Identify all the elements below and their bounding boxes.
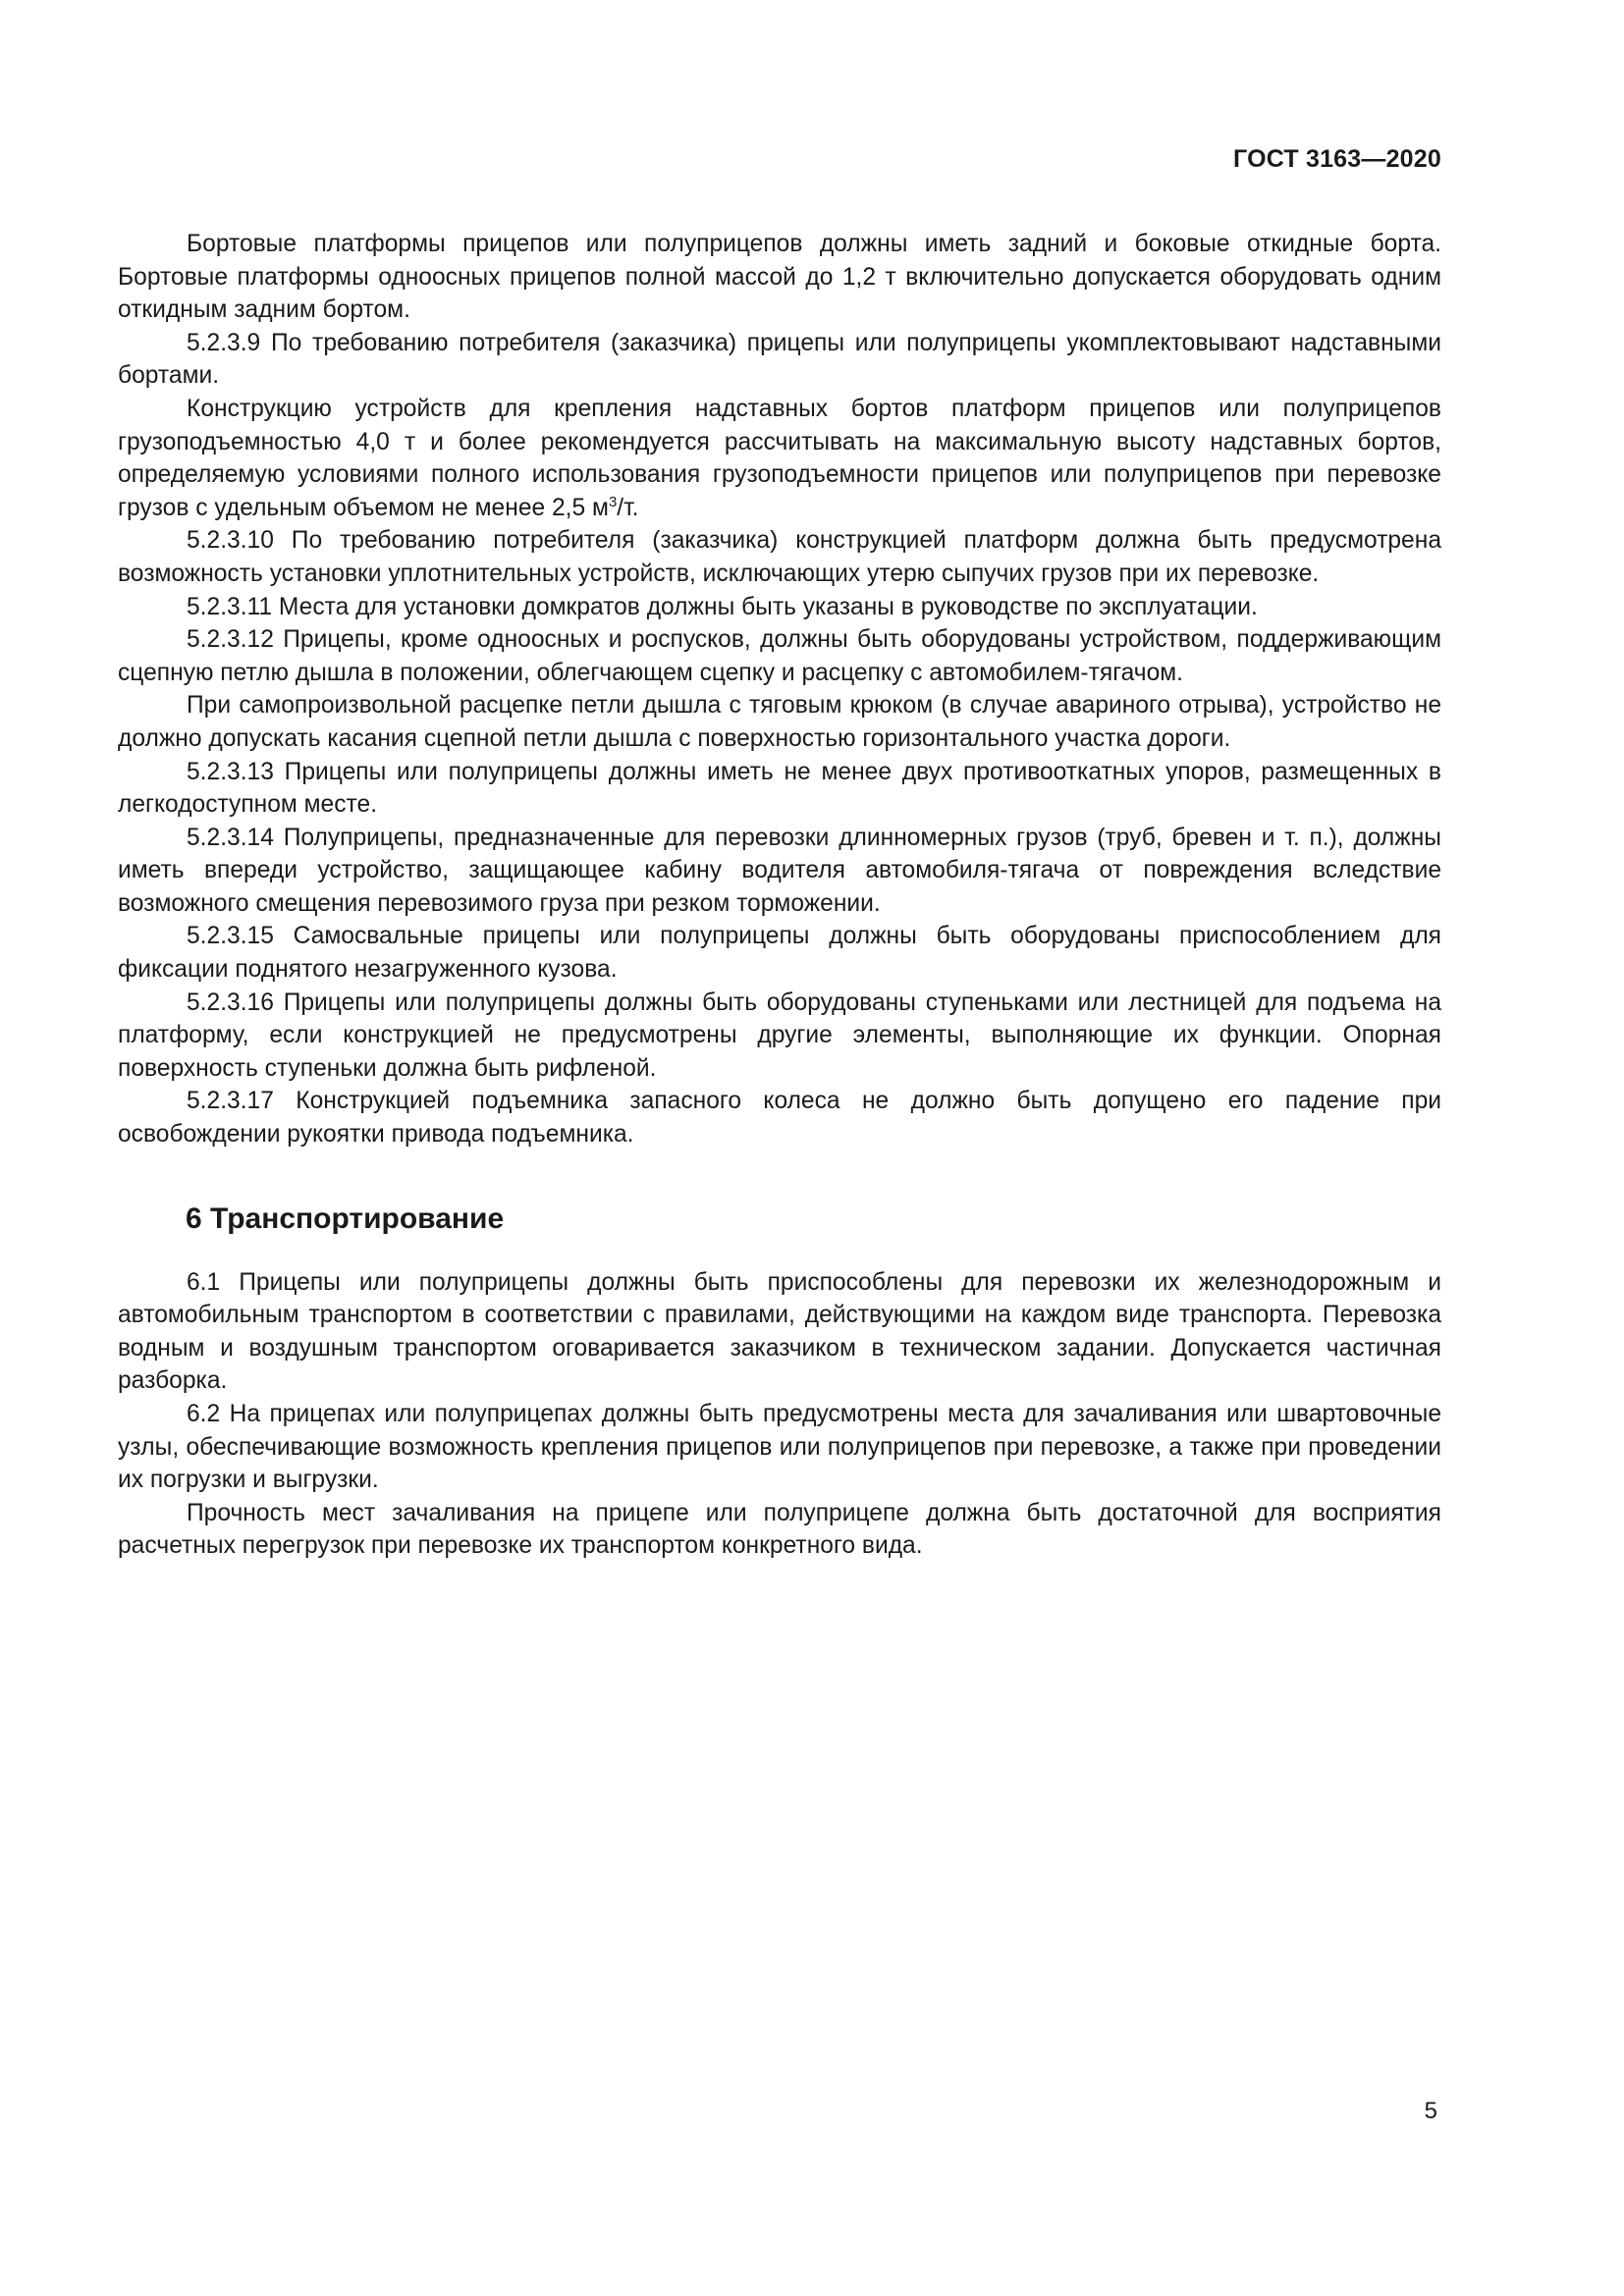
section-heading-transportation: 6 Транспортирование xyxy=(186,1201,505,1235)
paragraph-uncoupling: При самопроизвольной расцепке петли дышла с тяговым крюком (в случае авариного отрыва), устройство не должно допускать касания сцепной петли дышла с поверхностью горизонтального участка дороги. xyxy=(118,692,1441,752)
page-number: 5 xyxy=(1424,2098,1437,2124)
paragraph-extension-boards xyxy=(118,393,1441,524)
paragraph-5-2-3-13: 5.2.3.13 Прицепы или полуприцепы должны иметь не менее двух противооткатных упоров, размещенных в легкодоступном месте. xyxy=(118,758,1441,819)
paragraph-side-boards: Бортовые платформы прицепов или полуприцепов должны иметь задний и боковые откидные борта. Бортовые платформы одноосных прицепов полной массой до 1,2 т включительно допускается оборудовать одним откидным задним бортом. xyxy=(118,231,1441,324)
paragraph-6-1: 6.1 Прицепы или полуприцепы должны быть приспособлены для перевозки их железнодорожным и автомобильным транспортом в соответствии с правилами, действующими на каждом виде транспорта. Перевозка водным и воздушным транспортом оговаривается заказчиком в техническом задании. Допускается частичная разборка. xyxy=(118,1268,1441,1395)
paragraph-extension-boards-unit: /т. xyxy=(617,494,639,521)
paragraph-5-2-3-17: 5.2.3.17 Конструкцией подъемника запасного колеса не должно быть допущено его падение при освобождении рукоятки привода подъемника. xyxy=(118,1088,1441,1148)
paragraph-5-2-3-14: 5.2.3.14 Полуприцепы, предназначенные для перевозки длинномерных грузов (труб, бревен и т. п.), должны иметь впереди устройство, защищающее кабину водителя автомобиля-тягача от повреждения вследствие возможного смещения перевозимого груза при резком торможении. xyxy=(118,824,1441,917)
paragraph-5-2-3-15: 5.2.3.15 Самосвальные прицепы или полуприцепы должны быть оборудованы приспособлением для фиксации поднятого незагруженного кузова. xyxy=(118,923,1441,984)
document-body xyxy=(118,228,1441,1563)
paragraph-5-2-3-9: 5.2.3.9 По требованию потребителя (заказчика) прицепы или полуприцепы укомплектовывают надставными бортами. xyxy=(118,329,1441,390)
document-code-header: ГОСТ 3163—2020 xyxy=(1233,145,1441,173)
paragraph-5-2-3-11: 5.2.3.11 Места для установки домкратов должны быть указаны в руководстве по эксплуатации. xyxy=(187,593,1258,620)
superscript-cubic: 3 xyxy=(608,493,618,510)
paragraph-5-2-3-10: 5.2.3.10 По требованию потребителя (заказчика) конструкцией платформ должна быть предусмотрена возможность установки уплотнительных устройств, исключающих утерю сыпучих грузов при их перевозке. xyxy=(118,527,1441,587)
paragraph-5-2-3-16: 5.2.3.16 Прицепы или полуприцепы должны быть оборудованы ступеньками или лестницей для подъема на платформу, если конструкцией не предусмотрены другие элементы, выполняющие их функции. Опорная поверхность ступеньки должна быть рифленой. xyxy=(118,988,1441,1082)
paragraph-6-2: 6.2 На прицепах или полуприцепах должны быть предусмотрены места для зачаливания или швартовочные узлы, обеспечивающие возможность крепления прицепов или полуприцепов при перевозке, а также при проведении их погрузки и выгрузки. xyxy=(118,1401,1441,1494)
paragraph-5-2-3-12: 5.2.3.12 Прицепы, кроме одноосных и роспусков, должны быть оборудованы устройством, поддерживающим сцепную петлю дышла в положении, облегчающем сцепку и расцепку с автомобилем-тягачом. xyxy=(118,626,1441,686)
paragraph-slinging-strength: Прочность мест зачаливания на прицепе или полуприцепе должна быть достаточной для восприятия расчетных перегрузок при перевозке их транспортом конкретного вида. xyxy=(118,1499,1441,1560)
paragraph-extension-boards-text: Конструкцию устройств для крепления надставных бортов платформ прицепов или полуприцепов грузоподъемностью 4,0 т и более рекомендуется рассчитывать на максимальную высоту надставных бортов, определяемую условиями полного использования грузоподъемности прицепов или полуприцепов при перевозке грузов с удельным объемом не менее 2,5 м xyxy=(118,395,1441,521)
